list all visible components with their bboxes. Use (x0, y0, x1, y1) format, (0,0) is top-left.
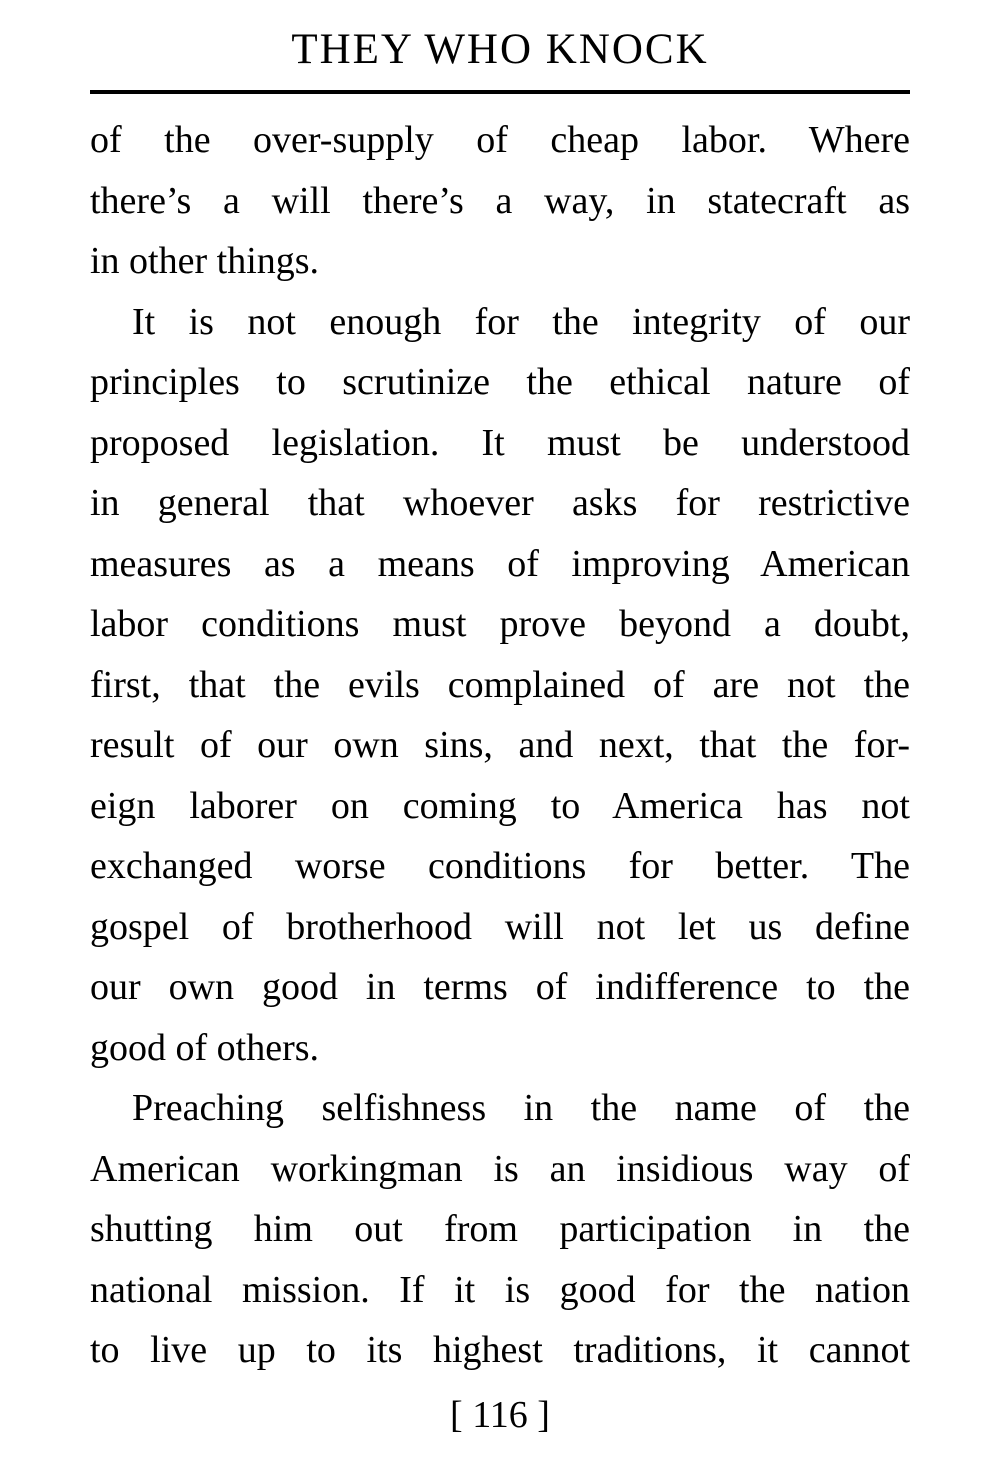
text-line: exchanged worse conditions for better. The (90, 845, 910, 887)
text-line: to live up to its highest traditions, it cannot (90, 1329, 910, 1371)
text-line: proposed legislation. It must be understood (90, 421, 910, 464)
text-line: labor conditions must prove beyond a doubt, (90, 603, 910, 645)
text-line: measures as a means of improving American (90, 542, 910, 585)
text-line: in general that whoever asks for restrictive (90, 482, 910, 524)
text-line: first, that the evils complained of are not the (90, 663, 910, 706)
text-line: in other things. (90, 240, 320, 282)
text-line: national mission. If it is good for the nation (90, 1268, 910, 1311)
text-line: Preaching selfishness in the name of the (132, 1087, 910, 1129)
text-line: there’s a will there’s a way, in statecraft as (90, 179, 910, 222)
text-line: good of others. (90, 1026, 320, 1069)
text-line: our own good in terms of indifference to the (90, 966, 910, 1008)
text-line: gospel of brotherhood will not let us define (90, 905, 910, 948)
text-line: principles to scrutinize the ethical nature of (90, 361, 910, 403)
text-line: of the over-supply of cheap labor. Where (90, 119, 910, 161)
page-number: [ 116 ] (450, 1394, 550, 1436)
text-line: eign laborer on coming to America has not (90, 784, 910, 827)
paragraph-3 (90, 1078, 910, 1381)
body-text (90, 110, 910, 1381)
book-page (90, 0, 910, 1484)
paragraph-1 (90, 110, 910, 292)
text-line: American workingman is an insidious way of (90, 1147, 910, 1190)
text-line: result of our own sins, and next, that the for- (90, 724, 910, 766)
header-rule (90, 90, 910, 94)
text-line: shutting him out from participation in the (90, 1208, 910, 1250)
text-line: It is not enough for the integrity of our (132, 300, 910, 343)
paragraph-2 (90, 292, 910, 1079)
running-head: THEY WHO KNOCK (291, 26, 709, 73)
